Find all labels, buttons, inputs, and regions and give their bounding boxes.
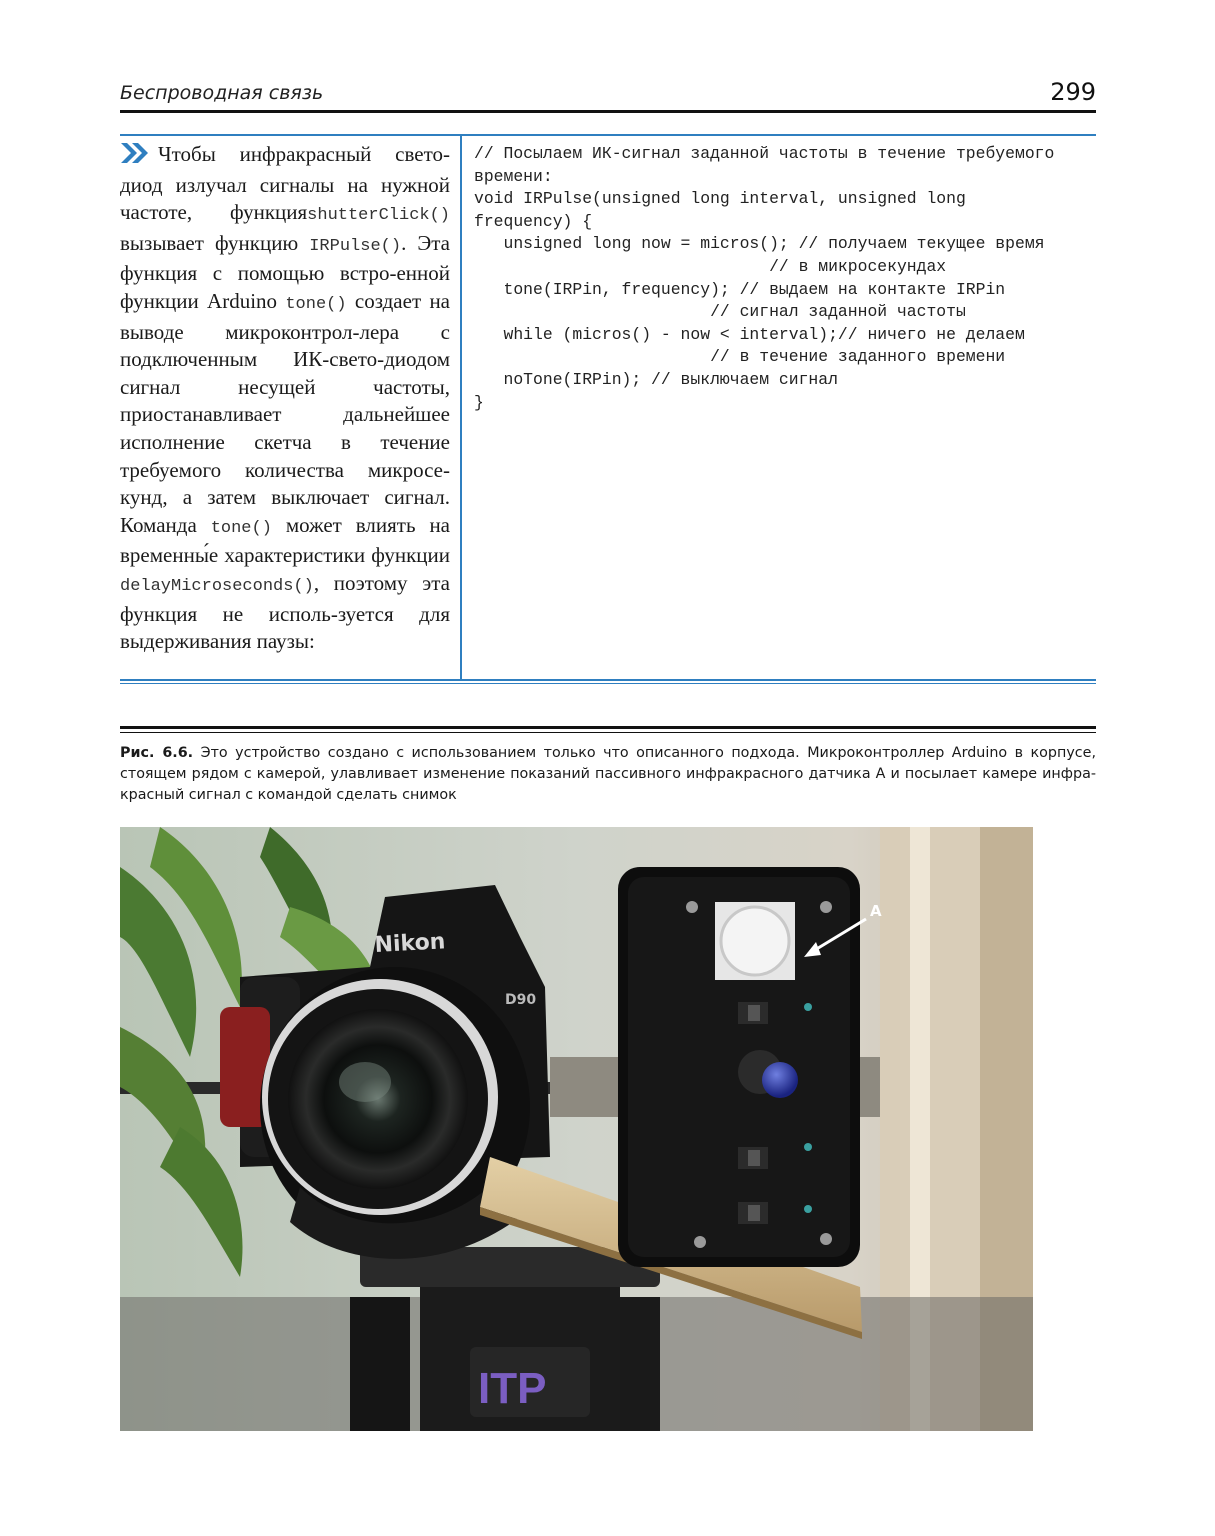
running-title: Беспроводная связь	[120, 82, 324, 104]
running-head	[120, 78, 1096, 110]
code-line: }	[474, 392, 484, 412]
sidebar-text-part: может влиять на временны́е характеристики функции	[120, 512, 451, 568]
inline-code: shutterClick()	[307, 206, 450, 226]
code-line: // сигнал заданной частоты	[474, 302, 966, 322]
sidebar-text-part: . Эта функция с помощью встро-енной функции Arduino	[120, 230, 451, 313]
code-line: unsigned long now = micros(); // получаем текущее время	[474, 234, 1045, 254]
sidebar-text-part: вызывает функцию	[120, 230, 299, 255]
code-line: // в микросекундах	[474, 256, 947, 276]
camera-model: D90	[505, 992, 537, 1008]
figure-label: Рис. 6.6.	[120, 745, 194, 761]
page-number: 299	[1050, 78, 1096, 106]
figure-photo	[120, 827, 1033, 1431]
code-line: void IRPulse(unsigned long interval, unsigned long	[474, 189, 966, 209]
sidebar-column-divider	[460, 136, 462, 680]
code-line: времени:	[474, 166, 553, 186]
sidebar-text-part: Чтобы инфракрасный свето-диод излучал сигналы на нужной частоте, функция	[120, 142, 450, 225]
code-line: while (micros() - now < interval);// ничего не делаем	[474, 324, 1025, 344]
sidebar-top-rule	[120, 134, 1096, 136]
sidebar-text-part: создает на выводе микроконтрол-лера с подключенным ИК-свето-диодом сигнал несущей частоты, приостанавливает дальнейшее исполнение скетча в течение требуемого количества микросе-кунд, а затем выключает сигнал. Команда	[120, 288, 450, 537]
figure-caption-text: Это устройство создано с использованием только что описанного подхода. Микроконтроллер Arduino в корпусе, стоящем рядом с камерой, улавливает изменение показаний пассивного инфракрасного датчика A и посылает камере инфра-красный сигнал с командой сделать снимок	[120, 745, 1097, 803]
sidebar-text-part: , поэтому эта функция не исполь-зуется для выдерживания паузы:	[120, 570, 450, 654]
figure-top-rule-thin	[120, 732, 1096, 733]
code-line: tone(IRPin, frequency); // выдаем на контакте IRPin	[474, 279, 1006, 299]
sidebar-bottom-rule-2	[120, 683, 1096, 684]
code-line: noTone(IRPin); // выключаем сигнал	[474, 369, 838, 389]
tripod-label: ITP	[478, 1364, 547, 1413]
sensor-label-a: A	[870, 902, 882, 920]
code-line: // Посылаем ИК-сигнал заданной частоты в течение требуемого	[474, 144, 1055, 163]
inline-code: tone()	[285, 294, 347, 314]
inline-code: IRPulse()	[309, 236, 402, 256]
figure-caption	[120, 743, 1096, 806]
figure-top-rule-thick	[120, 726, 1096, 729]
code-line: frequency) {	[474, 211, 593, 231]
code-listing	[474, 143, 1096, 414]
double-chevron-icon	[120, 142, 150, 172]
sidebar-bottom-rule-1	[120, 679, 1096, 681]
code-line: // в течение заданного времени	[474, 347, 1006, 367]
camera-brand: Nikon	[374, 929, 446, 958]
sidebar-text	[120, 141, 450, 656]
inline-code: delayMicroseconds()	[120, 576, 314, 596]
header-rule	[120, 110, 1096, 113]
inline-code: tone()	[210, 518, 272, 538]
